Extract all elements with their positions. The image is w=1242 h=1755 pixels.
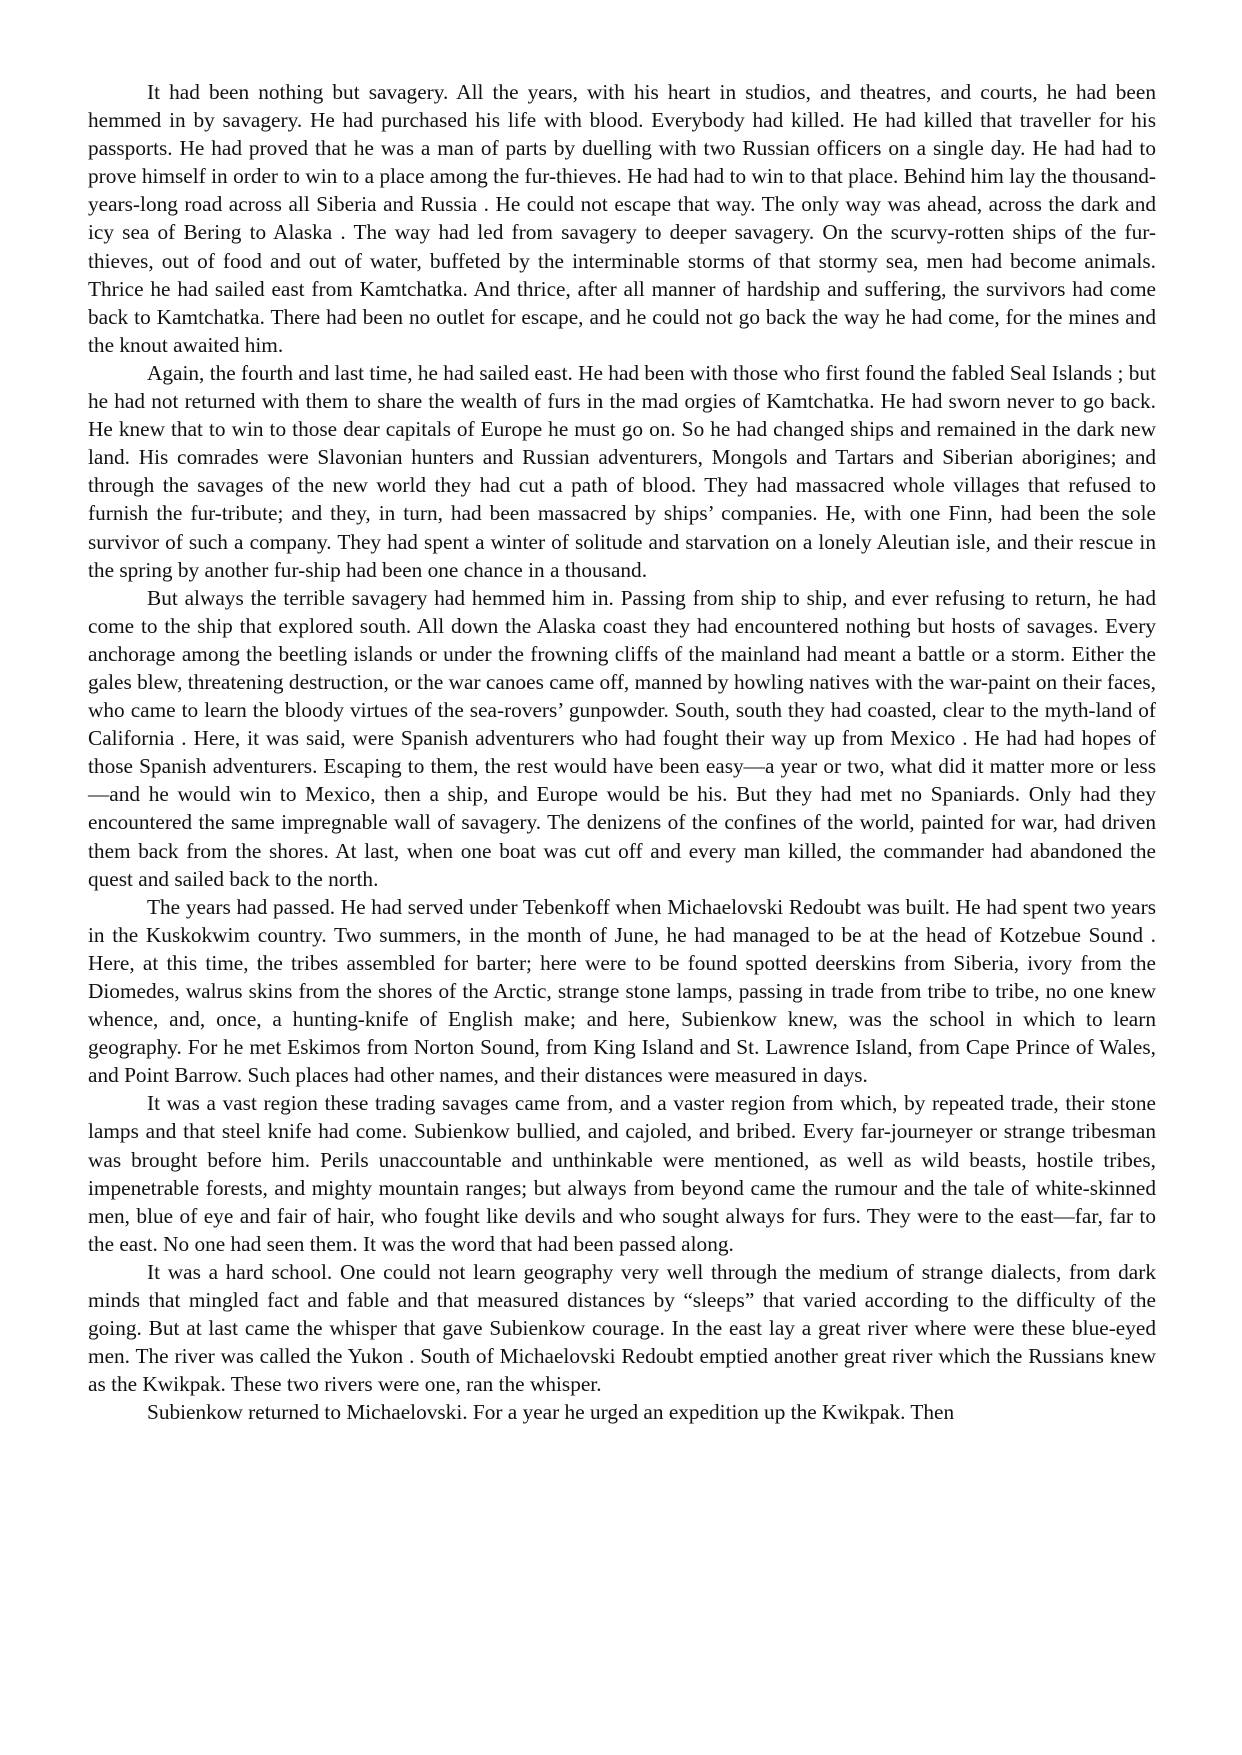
- document-page: [88, 78, 1156, 1427]
- paragraph-7: Subienkow returned to Michaelovski. For a year he urged an expedition up the Kwikpak. Then: [147, 1400, 955, 1425]
- paragraph-6: It was a hard school. One could not learn geography very well through the medium of strange dialects, from dark minds that mingled fact and fable and that measured distances by “sleeps” that varied according to the difficulty of the going. But at last came the whisper that gave Subienkow courage. In the east lay a great river where were these blue-eyed men. The river was called the Yukon . South of Michaelovski Redoubt emptied another great river which the Russians knew as the Kwikpak. These two rivers were one, ran the whisper.: [88, 1259, 1156, 1397]
- paragraph-5: It was a vast region these trading savages came from, and a vaster region from which, by repeated trade, their stone lamps and that steel knife had come. Subienkow bullied, and cajoled, and bribed. Every far-journeyer or strange tribesman was brought before him. Perils unaccountable and unthinkable were mentioned, as well as wild beasts, hostile tribes, impenetrable forests, and mighty mountain ranges; but always from beyond came the rumour and the tale of white-skinned men, blue of eye and fair of hair, who fought like devils and who sought always for furs. They were to the east—far, far to the east. No one had seen them. It was the word that had been passed along.: [88, 1091, 1156, 1256]
- paragraph-4: The years had passed. He had served under Tebenkoff when Michaelovski Redoubt was built. He had spent two years in the Kuskokwim country. Two summers, in the month of June, he had managed to be at the head of Kotzebue Sound . Here, at this time, the tribes assembled for barter; here were to be found spotted deerskins from Siberia, ivory from the Diomedes, walrus skins from the shores of the Arctic, strange stone lamps, passing in trade from tribe to tribe, no one knew whence, and, once, a hunting-knife of English make; and here, Subienkow knew, was the school in which to learn geography. For he met Eskimos from Norton Sound, from King Island and St. Lawrence Island, from Cape Prince of Wales, and Point Barrow. Such places had other names, and their distances were measured in days.: [88, 894, 1156, 1088]
- paragraph-2: Again, the fourth and last time, he had sailed east. He had been with those who first found the fabled Seal Islands ; but he had not returned with them to share the wealth of furs in the mad orgies of Kamtchatka. He had sworn never to go back. He knew that to win to those dear capitals of Europe he must go on. So he had changed ships and remained in the dark new land. His comrades were Slavonian hunters and Russian adventurers, Mongols and Tartars and Siberian aborigines; and through the savages of the new world they had cut a path of blood. They had massacred whole villages that refused to furnish the fur-tribute; and they, in turn, had been massacred by ships’ companies. He, with one Finn, had been the sole survivor of such a company. They had spent a winter of solitude and starvation on a lonely Aleutian isle, and their rescue in the spring by another fur-ship had been one chance in a thousand.: [88, 360, 1156, 582]
- paragraph-3: But always the terrible savagery had hemmed him in. Passing from ship to ship, and ever refusing to return, he had come to the ship that explored south. All down the Alaska coast they had encountered nothing but hosts of savages. Every anchorage among the beetling islands or under the frowning cliffs of the mainland had meant a battle or a storm. Either the gales blew, threatening destruction, or the war canoes came off, manned by howling natives with the war-paint on their faces, who came to learn the bloody virtues of the sea-rovers’ gunpowder. South, south they had coasted, clear to the myth-land of California . Here, it was said, were Spanish adventurers who had fought their way up from Mexico . He had had hopes of those Spanish adventurers. Escaping to them, the rest would have been easy—a year or two, what did it matter more or less—and he would win to Mexico, then a ship, and Europe would be his. But they had met no Spaniards. Only had they encountered the same impregnable wall of savagery. The denizens of the confines of the world, painted for war, had driven them back from the shores. At last, when one boat was cut off and every man killed, the commander had abandoned the quest and sailed back to the north.: [88, 585, 1156, 891]
- paragraph-1: It had been nothing but savagery. All the years, with his heart in studios, and theatres, and courts, he had been hemmed in by savagery. He had purchased his life with blood. Everybody had killed. He had killed that traveller for his passports. He had proved that he was a man of parts by duelling with two Russian officers on a single day. He had had to prove himself in order to win to a place among the fur-thieves. He had had to win to that place. Behind him lay the thousand-years-long road across all Siberia and Russia . He could not escape that way. The only way was ahead, across the dark and icy sea of Bering to Alaska . The way had led from savagery to deeper savagery. On the scurvy-rotten ships of the fur-thieves, out of food and out of water, buffeted by the interminable storms of that stormy sea, men had become animals. Thrice he had sailed east from Kamtchatka. And thrice, after all manner of hardship and suffering, the survivors had come back to Kamtchatka. There had been no outlet for escape, and he could not go back the way he had come, for the mines and the knout awaited him.: [88, 80, 1156, 357]
